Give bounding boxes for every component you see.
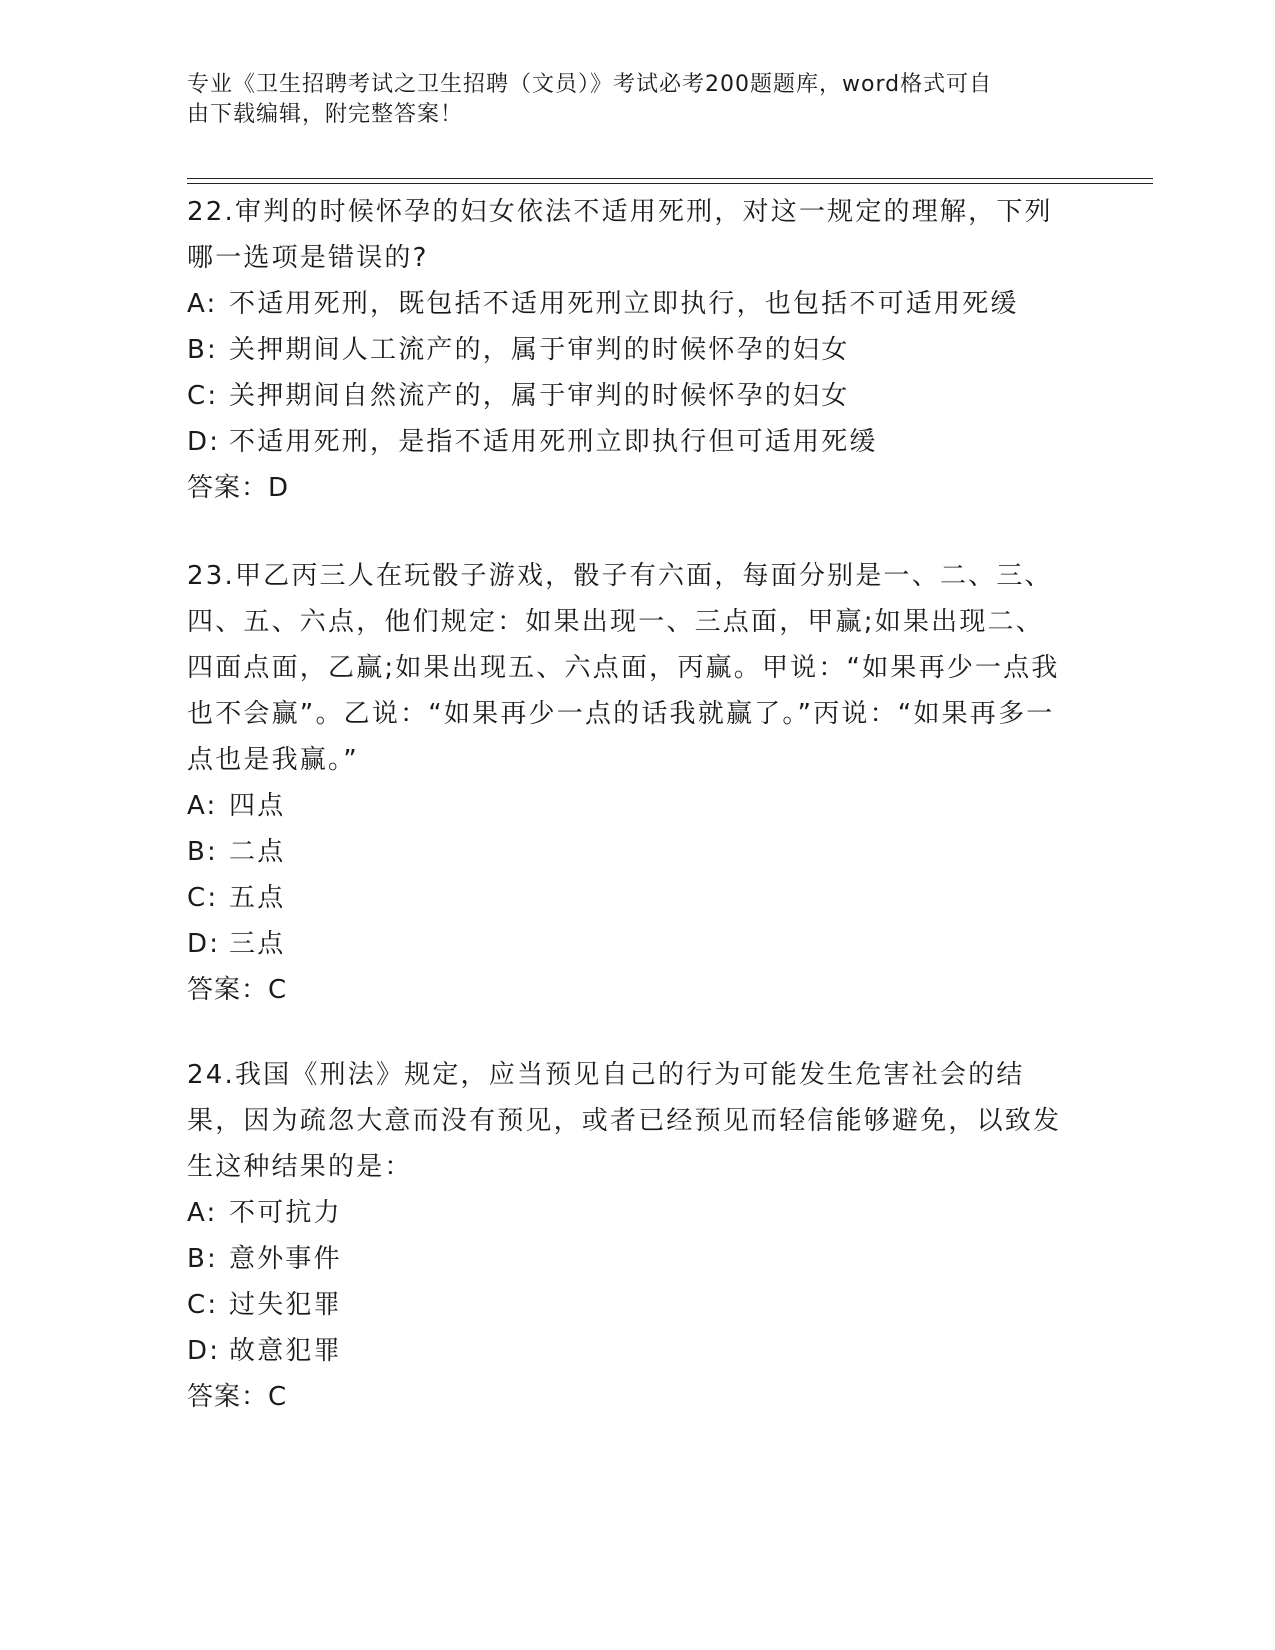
option-d <box>187 921 1067 967</box>
option-b <box>187 1236 1067 1282</box>
option-text: 过失犯罪 <box>229 1290 342 1320</box>
option-letter: A: <box>187 791 218 821</box>
option-letter: A: <box>187 289 218 319</box>
option-letter: A: <box>187 1198 218 1228</box>
option-b <box>187 829 1067 875</box>
option-letter: B: <box>187 335 218 365</box>
question-22 <box>187 189 1067 511</box>
option-d <box>187 419 1067 465</box>
option-c <box>187 373 1067 419</box>
option-letter: B: <box>187 1244 218 1274</box>
option-text: 四点 <box>229 791 286 821</box>
option-a <box>187 1190 1067 1236</box>
option-a <box>187 281 1067 327</box>
option-text: 不适用死刑，既包括不适用死刑立即执行，也包括不可适用死缓 <box>229 289 1019 319</box>
question-24 <box>187 1052 1067 1420</box>
option-text: 二点 <box>229 837 286 867</box>
option-d <box>187 1328 1067 1374</box>
question-23 <box>187 553 1067 1013</box>
answer-line: 答案：C <box>187 1382 288 1412</box>
option-a <box>187 783 1067 829</box>
option-letter: D: <box>187 427 221 457</box>
option-letter: C: <box>187 883 219 913</box>
question-stem: 24.我国《刑法》规定，应当预见自己的行为可能发生危害社会的结果，因为疏忽大意而没有预见，或者已经预见而轻信能够避免，以致发生这种结果的是： <box>187 1060 1062 1182</box>
option-text: 意外事件 <box>229 1244 342 1274</box>
header-divider-top <box>187 178 1153 179</box>
option-letter: C: <box>187 1290 219 1320</box>
question-stem: 22.审判的时候怀孕的妇女依法不适用死刑，对这一规定的理解，下列哪一选项是错误的? <box>187 197 1053 273</box>
option-letter: C: <box>187 381 219 411</box>
option-b <box>187 327 1067 373</box>
answer-line: 答案：C <box>187 975 288 1005</box>
document-header <box>187 70 1067 130</box>
option-text: 三点 <box>229 929 286 959</box>
option-letter: D: <box>187 929 221 959</box>
option-text: 关押期间自然流产的，属于审判的时候怀孕的妇女 <box>229 381 850 411</box>
header-line-2: 由下载编辑，附完整答案！ <box>187 102 464 127</box>
question-stem: 23.甲乙丙三人在玩骰子游戏，骰子有六面，每面分别是一、二、三、四、五、六点，他们规定：如果出现一、三点面，甲赢;如果出现二、四面点面，乙赢;如果出现五、六点面，丙赢。甲说：“如果再少一点我也不会赢”。乙说：“如果再少一点的话我就赢了。”丙说：“如果再多一点也是我赢。” <box>187 561 1060 775</box>
header-line-1: 专业《卫生招聘考试之卫生招聘（文员）》考试必考200题题库，word格式可自 <box>187 72 993 97</box>
option-c <box>187 1282 1067 1328</box>
option-text: 五点 <box>229 883 286 913</box>
option-text: 故意犯罪 <box>229 1336 342 1366</box>
option-text: 关押期间人工流产的，属于审判的时候怀孕的妇女 <box>229 335 850 365</box>
option-letter: D: <box>187 1336 221 1366</box>
option-letter: B: <box>187 837 218 867</box>
option-text: 不可抗力 <box>229 1198 342 1228</box>
option-text: 不适用死刑，是指不适用死刑立即执行但可适用死缓 <box>229 427 878 457</box>
answer-line: 答案：D <box>187 473 290 503</box>
option-c <box>187 875 1067 921</box>
header-divider-bottom <box>187 183 1153 184</box>
